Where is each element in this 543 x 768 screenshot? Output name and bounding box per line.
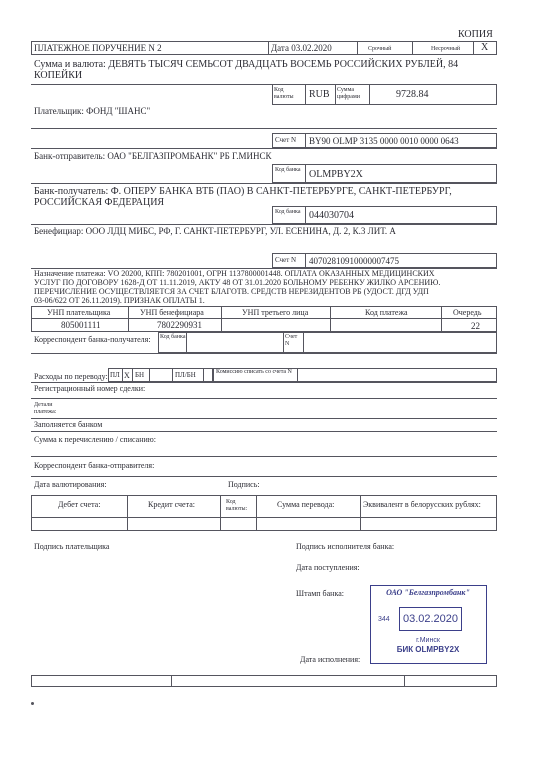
beneficiary-account: 40702810910000007475 (309, 256, 399, 266)
expenses-option-payer-mark: X (124, 371, 130, 380)
amount-digits-label: Сумма цифрами (337, 87, 360, 100)
execution-date-label: Дата исполнения: (300, 655, 361, 664)
transfer-amount-label: Сумма к перечислению / списанию: (34, 435, 156, 444)
payment-details-label: Детали платежа: (34, 402, 57, 415)
ids-header-payer: УНП плательщика (47, 308, 111, 317)
expenses-option-shared: ПЛ/БН (175, 371, 196, 379)
beneficiary-unp: 7802290931 (157, 320, 202, 330)
receipt-date-label: Дата поступления: (296, 563, 360, 572)
sender-bank-code-label: Код банка (275, 167, 301, 173)
equivalent-header: Эквивалент в белорусских рублях: (363, 500, 481, 509)
correspondent-box (158, 332, 497, 353)
amount-words: Сумма и валюта: ДЕВЯТЬ ТЫСЯЧ СЕМЬСОТ ДВАДЦАТЬ ВОСЕМЬ РОССИЙСКИХ РУБЛЕЙ, 84 КОПЕЙКИ (34, 59, 459, 81)
ids-header-beneficiary: УНП бенефициара (140, 308, 204, 317)
nonurgent-label: Несрочный (431, 46, 461, 52)
correspondent-code-label: Код банка (160, 334, 186, 340)
bank-stamp (370, 585, 487, 664)
expenses-option-beneficiary: БН (135, 371, 145, 379)
dot-mark (31, 702, 34, 705)
amount-header: Сумма перевода: (277, 500, 335, 509)
executor-signature-label: Подпись исполнителя банка: (296, 542, 395, 551)
bank-fill-label: Заполняется банком (34, 420, 103, 429)
sender-bank: Банк-отправитель: ОАО "БЕЛГАЗПРОМБАНК" РБ Г.МИНСК (34, 151, 272, 161)
queue: 22 (471, 321, 480, 331)
sender-bank-code: OLMPBY2X (309, 169, 363, 180)
stamp-number: 344 (378, 616, 390, 623)
receiver-bank-code: 044030704 (309, 210, 354, 221)
correspondent-account-label: Счет N (285, 334, 298, 347)
payer-account: BY90 OLMP 3135 0000 0010 0000 0643 (309, 136, 459, 146)
purpose-line-4: 03-06/622 ОТ 26.11.2019). ПРИЗНАК ОПЛАТЫ 1. (34, 296, 205, 305)
document-title: ПЛАТЕЖНОЕ ПОРУЧЕНИЕ N 2 (34, 43, 162, 53)
payer-name: Плательщик: ФОНД "ШАНС" (34, 106, 151, 116)
payer-signature-label: Подпись плательщика (34, 542, 110, 551)
beneficiary-account-label: Счет N (275, 256, 297, 264)
stamp-city: г.Минск (416, 637, 440, 644)
copy-mark: КОПИЯ (458, 29, 493, 40)
beneficiary: Бенефициар: ООО ЛДЦ МИБС, РФ, Г. САНКТ-ПЕТЕРБУРГ, УЛ. ЕСЕНИНА, Д. 2, К.3 ЛИТ. А (34, 226, 396, 236)
ids-header-queue: Очередь (453, 308, 482, 317)
sender-correspondent-label: Корреспондент банка-отправителя: (34, 461, 155, 470)
stamp-bank-name: ОАО "Белгазпромбанк" (386, 588, 470, 597)
receiver-bank-code-label: Код банка (275, 209, 301, 215)
receiver-bank: Банк-получатель: Ф. ОПЕРУ БАНКА ВТБ (ПАО) В САНКТ-ПЕТЕРБУРГЕ, САНКТ-ПЕТЕРБУРГ, РОССИЙСКАЯ ФЕДЕРАЦИЯ (34, 186, 452, 208)
purpose-line-3: ПЕРЕЧИСЛЕНИЕ ОСУЩЕСТВЛЯЕТСЯ ЗА СЧЕТ БЛАГОТВ. СРЕДСТВ НЕРЕЗИДЕНТОВ РБ (УДОСТ. ДГД УДП (34, 287, 429, 296)
payer-unp: 805001111 (61, 320, 101, 330)
correspondent-label: Корреспондент банка-получателя: (34, 335, 151, 344)
currency-code: RUB (309, 89, 330, 100)
debit-header: Дебет счета: (58, 500, 101, 509)
credit-header: Кредит счета: (148, 500, 195, 509)
expenses-option-payer: ПЛ (110, 371, 120, 379)
currency-code-label: Код валюты (274, 87, 294, 100)
bank-stamp-label: Штамп банка: (296, 589, 344, 598)
commission-label: Комиссию списать со счета N (216, 369, 292, 375)
payer-account-label: Счет N (275, 136, 297, 144)
amount-digits: 9728.84 (396, 89, 429, 100)
purpose-line-1: Назначение платежа: VO 20200, КПП: 780201001, ОГРН 1137800001448. ОПЛАТА ОКАЗАННЫХ МЕДИЦИНСКИХ (34, 269, 435, 278)
urgent-label: Срочный (368, 46, 392, 52)
stamp-bic: БИК OLMPBY2X (396, 645, 460, 654)
bottom-strip (31, 675, 497, 687)
valuation-date-label: Дата валютирования: (34, 480, 107, 489)
ids-header-payment-code: Код платежа (365, 308, 408, 317)
reg-number-label: Регистрационный номер сделки: (34, 384, 146, 393)
expenses-label: Расходы по переводу: (34, 372, 108, 381)
signature-label: Подпись: (228, 480, 260, 489)
nonurgent-mark: X (481, 42, 489, 53)
ids-header-third-party: УНП третьего лица (242, 308, 309, 317)
purpose-line-2: УСЛУГ ПО ДОГОВОРУ 1628-Д ОТ 11.11.2019, АКТУ 48 ОТ 31.01.2020 БОЛЬНОМУ РЕБЕНКУ ЖИЛКО АРСЕНИЮ. (34, 278, 441, 287)
document-date: Дата 03.02.2020 (271, 43, 332, 53)
stamp-date: 03.02.2020 (399, 607, 462, 631)
currency-code-header: Код валюты: (226, 499, 248, 512)
